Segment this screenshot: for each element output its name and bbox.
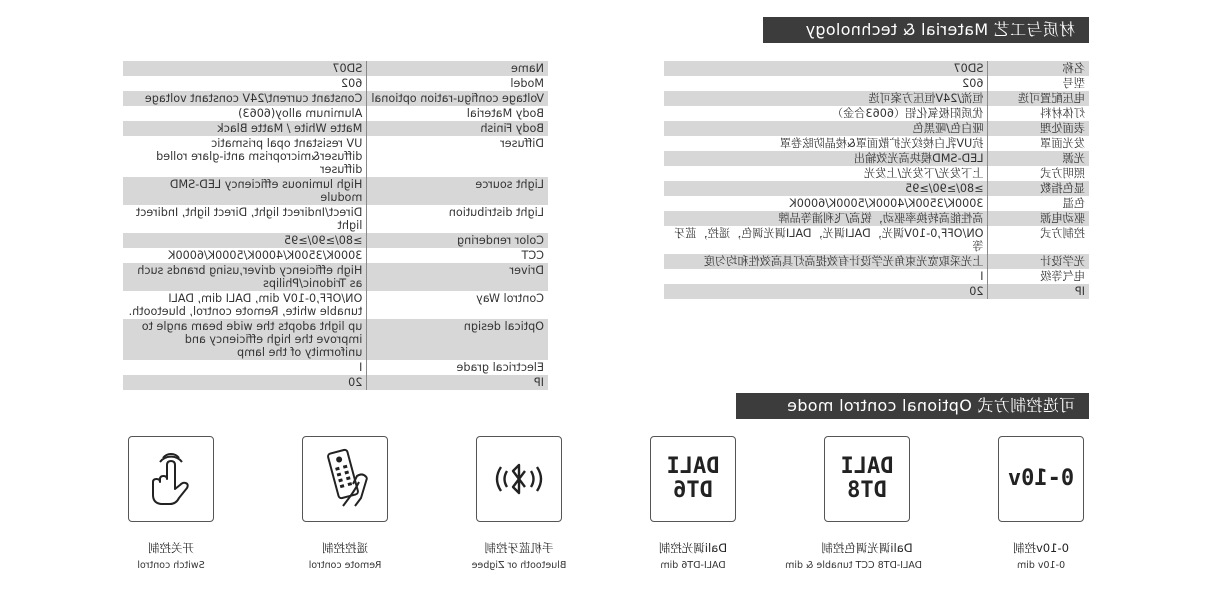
spec-cn-value: 上下发光/下发光/上发光 (864, 167, 984, 180)
control-mode-title: 可选控制方式 Optional control mode (736, 393, 1089, 419)
spec-cn-value: LED-SMD模块高光效输出 (664, 151, 988, 166)
mode-remote-label-en: Remote control (308, 560, 382, 571)
mode-remote-control (290, 436, 400, 571)
spec-cn-row (664, 151, 1089, 166)
spec-en-value: ON/OFF,0-10V dim, DALI dim, DALI tunable white, Remote control, bluetooth. (128, 292, 363, 318)
spec-en-row (123, 91, 548, 106)
spec-en-label: Light source (367, 177, 548, 205)
mode-dali-dt8 (785, 436, 922, 571)
mode-dali-dt6-badge (667, 455, 720, 503)
spec-cn-value: 20 (664, 284, 988, 299)
spec-en-label: IP (367, 375, 548, 390)
mode-bluetooth-label-cn: 手机蓝牙控制 (484, 541, 554, 555)
spec-en-label: Voltage configu-ration optional (367, 91, 548, 106)
spec-en-row (123, 360, 548, 375)
spec-cn-row (664, 254, 1089, 269)
mode-dali-dt8-label-cn: Dali调光调色控制 (821, 541, 913, 555)
spec-cn-value: 优质阳极氧化铝（6063合金） (831, 107, 984, 120)
spec-en-row (123, 136, 548, 177)
spec-en-row (123, 121, 548, 136)
remote-control-icon (317, 448, 373, 510)
spec-en-row (123, 291, 548, 319)
mode-bluetooth-box (476, 436, 562, 522)
bluetooth-icon (489, 459, 549, 499)
spec-cn-label: 驱动电源 (988, 211, 1089, 226)
spec-en-row (123, 319, 548, 360)
spec-cn-value: 恒流/24V恒压方案可选 (664, 91, 988, 106)
spec-en-value: ≥80/≥90/≥95 (123, 233, 367, 248)
mode-dali-dt6 (638, 436, 748, 571)
mode-0-10v-label-en: 0-10v dim (1016, 560, 1066, 571)
mode-0-10v-box (998, 436, 1084, 522)
spec-cn-label: IP (988, 284, 1089, 299)
spec-cn-row (664, 166, 1089, 181)
spec-cn-value: ON/OFF,0-10V调光，DALI调光，DALI调光调色，遥控，蓝牙等 (674, 227, 984, 253)
spec-cn-value: SD07 (664, 61, 988, 76)
spec-en-label: Body Finish (367, 121, 548, 136)
mode-dali-dt6-line2: DT6 (673, 478, 713, 503)
spec-cn-row (664, 121, 1089, 136)
mode-dali-dt6-label-cn: Dali调光控制 (658, 541, 728, 555)
spec-en-value: 20 (123, 375, 367, 390)
hand-tap-icon (145, 451, 197, 507)
spec-cn-label: 电气等级 (988, 269, 1089, 284)
mode-remote-label-cn: 遥控控制 (322, 541, 368, 555)
mode-0-10v (986, 436, 1096, 571)
spec-en-value: Matte White / Matte Black (123, 121, 367, 136)
spec-cn-row (664, 211, 1089, 226)
spec-en-row (123, 106, 548, 121)
spec-en-value: High efficiency driver,using brands such as Tridonic/Philips (123, 263, 367, 291)
spec-cn-value: ≥80/≥90/≥95 (664, 181, 988, 196)
mode-dali-dt8-line2: DT8 (847, 478, 887, 503)
spec-en-value: I (359, 361, 363, 374)
spec-en-row (123, 263, 548, 291)
mode-dali-dt8-box (824, 436, 910, 522)
spec-cn-label: 名称 (988, 61, 1089, 76)
mode-bluetooth-control (464, 436, 574, 571)
spec-table-chinese (664, 61, 1089, 299)
spec-cn-row (664, 61, 1089, 76)
spec-cn-row (664, 91, 1089, 106)
spec-en-row (123, 61, 548, 76)
spec-cn-value: 上光采取宽光束角光学设计有效提高灯具高效性和均匀度 (664, 254, 988, 269)
mode-dali-dt8-line1: DALI (840, 454, 894, 479)
spec-cn-value: 哑白色/哑黑色 (664, 121, 988, 136)
spec-en-value: Direct/Indirect light, Direct light, Indirect light (135, 206, 363, 232)
spec-cn-value: I (980, 270, 984, 283)
mode-switch-label-cn: 开关控制 (148, 541, 194, 555)
spec-cn-label: 光学设计 (988, 254, 1089, 269)
spec-cn-row (664, 76, 1089, 91)
spec-en-value: 602 (340, 77, 363, 90)
spec-en-row (123, 233, 548, 248)
spec-cn-label: 光源 (988, 151, 1089, 166)
spec-cn-label: 发光面罩 (988, 136, 1089, 151)
spec-cn-label: 表面处理 (988, 121, 1089, 136)
spec-cn-value: 3000K/3500K/4000K/5000K/6000K (789, 197, 984, 210)
spec-en-label: Body Material (367, 106, 548, 121)
mode-switch-control (116, 436, 226, 571)
spec-cn-label: 型号 (988, 76, 1089, 91)
spec-en-label: Light distribution (367, 205, 548, 233)
spec-cn-label: 显色指数 (988, 181, 1089, 196)
spec-cn-label: 控制方式 (988, 226, 1089, 254)
spec-en-row (123, 248, 548, 263)
spec-en-row (123, 177, 548, 205)
spec-en-label: Control Way (367, 291, 548, 319)
spec-cn-row (664, 269, 1089, 284)
mode-dali-dt8-badge (841, 455, 894, 503)
spec-en-value: High luminous efficiency LED-SMD module (123, 177, 367, 205)
mode-switch-box (128, 436, 214, 522)
spec-en-row (123, 76, 548, 91)
spec-cn-row (664, 136, 1089, 151)
spec-en-label: CCT (367, 248, 548, 263)
spec-en-label: Color rendering (367, 233, 548, 248)
spec-en-value: Aluminum alloy(6063) (238, 107, 363, 120)
mode-dali-dt6-line1: DALI (666, 454, 720, 479)
spec-cn-row (664, 106, 1089, 121)
spec-en-label: Model (367, 76, 548, 91)
spec-cn-row (664, 181, 1089, 196)
spec-en-value: UV resistant opal prismatic diffuser&microprism anti-glare rolled diffuser (156, 137, 363, 176)
spec-en-label: Electrical grade (367, 360, 548, 375)
mode-0-10v-badge: 0-10v (1007, 466, 1075, 491)
spec-cn-row (664, 226, 1089, 254)
spec-cn-row (664, 284, 1089, 299)
spec-en-value: 3000K/3500K/4000K/5000K/6000K (168, 249, 363, 262)
mode-remote-box (302, 436, 388, 522)
spec-en-label: Optical design (367, 319, 548, 360)
spec-en-row (123, 205, 548, 233)
mode-switch-label-en: Switch control (137, 560, 205, 571)
spec-en-value: up light adopts the wide beam angle to improve the high efficiency and uniformity of the lamp (123, 319, 367, 360)
mode-dali-dt6-label-en: DALI-DT6 dim (660, 560, 726, 571)
material-technology-title: 材质与工艺 Material & technology (763, 17, 1089, 43)
spec-en-value: Constant current/24V constant voltage (123, 91, 367, 106)
spec-cn-value: 高性能高转换率驱动，锐高/飞利浦等品牌 (664, 211, 988, 226)
spec-cn-value: 抗UV乳白棱纹光扩散面罩&棱晶防眩卷罩 (779, 137, 984, 150)
spec-cn-label: 电压配置可选 (988, 91, 1089, 106)
spec-cn-value: 602 (962, 77, 984, 90)
spec-cn-label: 灯体材料 (988, 106, 1089, 121)
spec-en-row (123, 375, 548, 390)
spec-cn-row (664, 196, 1089, 211)
spec-en-label: Driver (367, 263, 548, 291)
spec-cn-label: 照明方式 (988, 166, 1089, 181)
mode-dali-dt8-label-en: DALI-DT8 CCT tunable & dim (785, 560, 922, 571)
spec-en-value: SD07 (123, 61, 367, 76)
mode-bluetooth-label-en: Bluetooth or Zigbee (471, 560, 567, 571)
spec-en-label: Name (367, 61, 548, 76)
mode-0-10v-label-cn: 0-10v控制 (1013, 541, 1069, 555)
mode-dali-dt6-box (650, 436, 736, 522)
spec-en-label: Diffuser (367, 136, 548, 177)
spec-cn-label: 色温 (988, 196, 1089, 211)
spec-table-english (123, 61, 548, 390)
